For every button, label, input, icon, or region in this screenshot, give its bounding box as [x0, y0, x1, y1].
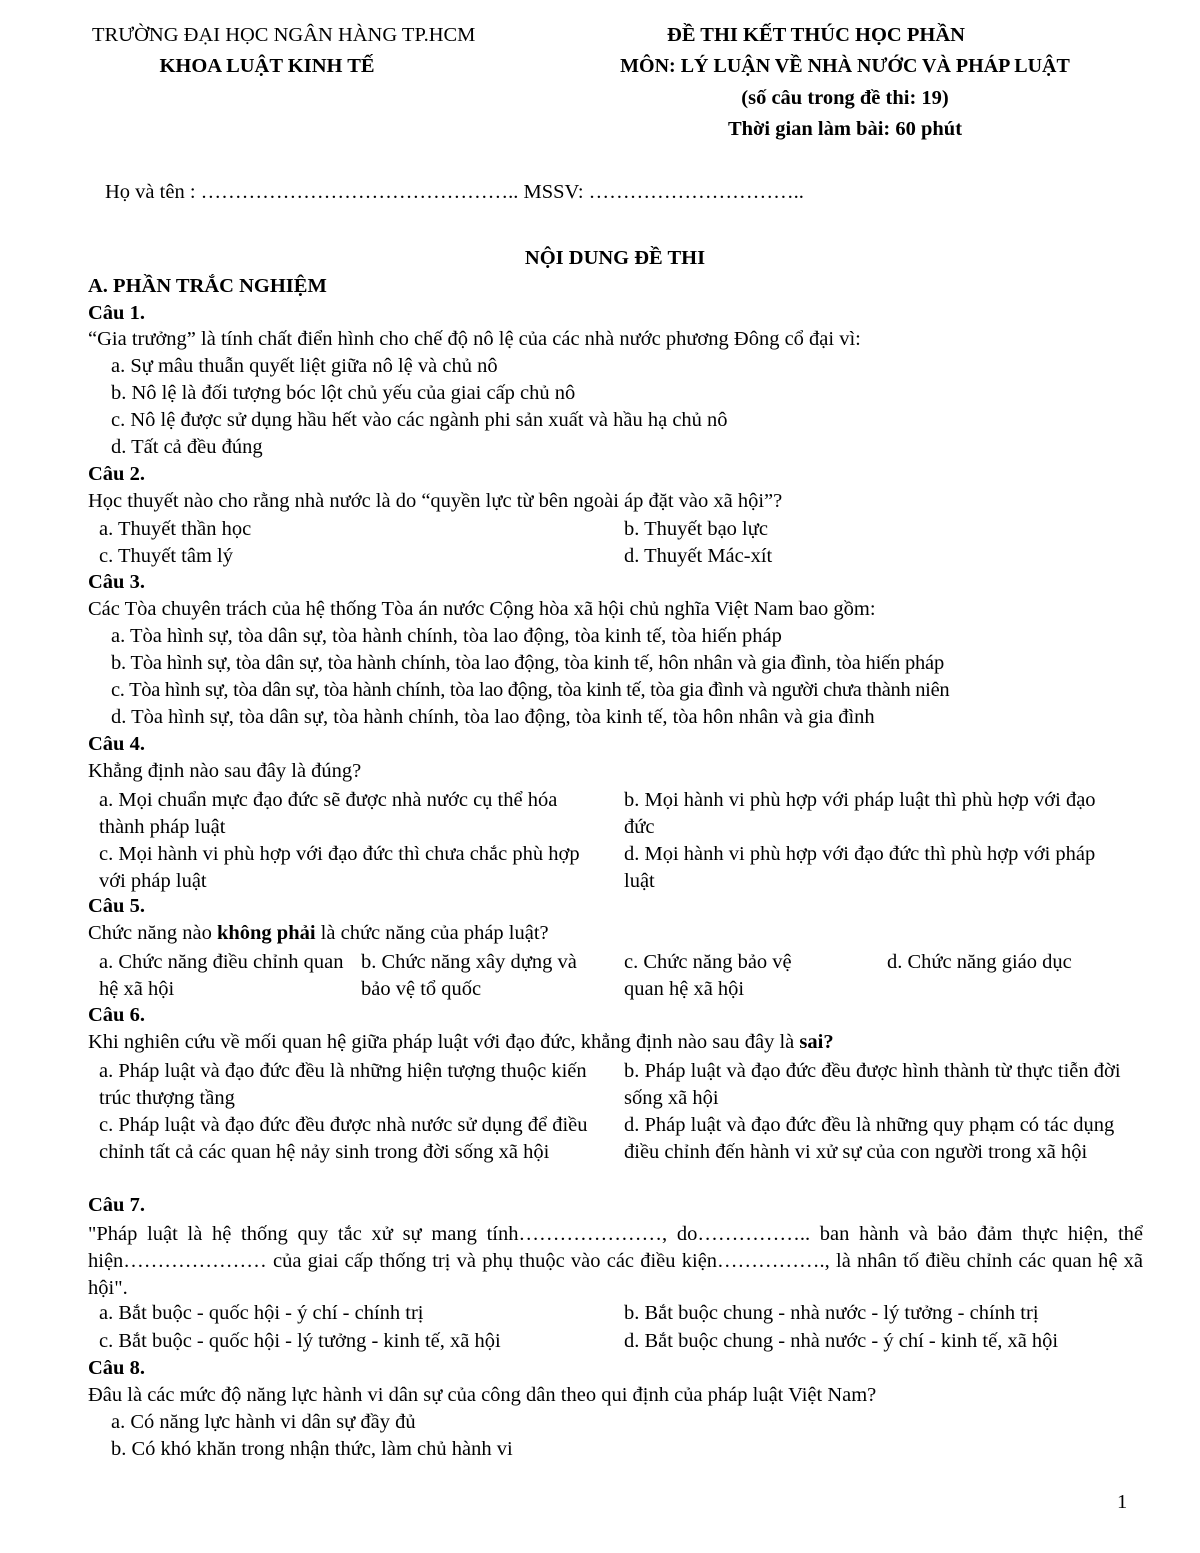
content-title: NỘI DUNG ĐỀ THI [524, 247, 706, 269]
question-6-text [88, 1031, 834, 1054]
question-5-label: Câu 5. [88, 895, 145, 917]
question-8-text: Đâu là các mức độ năng lực hành vi dân sự của công dân theo qui định của pháp luật Việt Nam? [88, 1384, 877, 1406]
question-5-option-a: a. Chức năng điều chỉnh quan hệ xã hội [99, 951, 344, 1000]
question-2-label: Câu 2. [88, 463, 145, 485]
question-7-label: Câu 7. [88, 1194, 145, 1216]
question-6-text-bold: sai? [799, 1031, 834, 1053]
question-1-option-d: d. Tất cả đều đúng [111, 436, 263, 458]
question-3-option-c: c. Tòa hình sự, tòa dân sự, tòa hành chính, tòa lao động, tòa kinh tế, tòa gia đình và người chưa thành niên [111, 679, 950, 701]
question-1-label: Câu 1. [88, 302, 145, 324]
school-name: TRƯỜNG ĐẠI HỌC NGÂN HÀNG TP.HCM [92, 24, 476, 46]
question-7-option-d: d. Bắt buộc chung - nhà nước - ý chí - kinh tế, xã hội [624, 1330, 1059, 1352]
faculty-name: KHOA LUẬT KINH TẾ [159, 55, 375, 77]
question-7-option-b: b. Bắt buộc chung - nhà nước - lý tưởng - chính trị [624, 1302, 1039, 1324]
question-6-label: Câu 6. [88, 1004, 145, 1026]
question-1-text: “Gia trưởng” là tính chất điển hình cho chế độ nô lệ của các nhà nước phương Đông cổ đại vì: [88, 328, 861, 350]
question-6-text-before: Khi nghiên cứu về mối quan hệ giữa pháp luật với đạo đức, khẳng định nào sau đây là [88, 1031, 800, 1053]
question-7-option-c: c. Bắt buộc - quốc hội - lý tưởng - kinh tế, xã hội [99, 1330, 501, 1352]
question-1-option-b: b. Nô lệ là đối tượng bóc lột chủ yếu của giai cấp chủ nô [111, 382, 576, 404]
question-4-option-a: a. Mọi chuẩn mực đạo đức sẽ được nhà nước cụ thể hóa thành pháp luật [99, 789, 558, 838]
exam-duration: Thời gian làm bài: 60 phút [727, 118, 963, 140]
question-5-text-after: là chức năng của pháp luật? [315, 922, 549, 944]
question-5-option-c: c. Chức năng bảo vệ quan hệ xã hội [624, 951, 792, 1000]
question-3-label: Câu 3. [88, 571, 145, 593]
question-5-text [88, 922, 549, 945]
question-3-option-a: a. Tòa hình sự, tòa dân sự, tòa hành chính, tòa lao động, tòa kinh tế, tòa hiến pháp [111, 625, 782, 647]
question-4-option-d: d. Mọi hành vi phù hợp với đạo đức thì phù hợp với pháp luật [624, 843, 1096, 892]
question-3-text: Các Tòa chuyên trách của hệ thống Tòa án nước Cộng hòa xã hội chủ nghĩa Việt Nam bao gồm: [88, 598, 876, 620]
question-6-option-d: d. Pháp luật và đạo đức đều là những quy phạm có tác dụng điều chỉnh đến hành vi xử sự của con người trong xã hội [624, 1114, 1115, 1163]
question-8-option-a: a. Có năng lực hành vi dân sự đầy đủ [111, 1411, 416, 1433]
student-name-line: Họ và tên : ……………………………………….. MSSV: ………………………….. [105, 181, 804, 203]
question-8-label: Câu 8. [88, 1357, 145, 1379]
question-8-option-b: b. Có khó khăn trong nhận thức, làm chủ hành vi [111, 1438, 513, 1460]
question-3-option-d: d. Tòa hình sự, tòa dân sự, tòa hành chính, tòa lao động, tòa kinh tế, tòa hôn nhân và gia đình [111, 706, 875, 728]
question-5-option-d: d. Chức năng giáo dục [887, 951, 1072, 973]
question-7-text: "Pháp luật là hệ thống quy tắc xử sự mang tính…………………, do…………….. ban hành và bảo đảm thực hiện, thể hiện………………… của giai cấp thống trị và phụ thuộc vào các điều kiện……………., là nhân tố điều chỉnh các quan hệ xã hội". [88, 1223, 1143, 1299]
page-number: 1 [1117, 1491, 1128, 1513]
exam-title: ĐỀ THI KẾT THÚC HỌC PHẦN [667, 24, 965, 46]
subject-title: MÔN: LÝ LUẬN VỀ NHÀ NƯỚC VÀ PHÁP LUẬT [620, 55, 1070, 77]
section-a-title: A. PHẦN TRẮC NGHIỆM [88, 275, 327, 297]
question-5-text-bold: không phải [216, 922, 316, 944]
question-3-option-b: b. Tòa hình sự, tòa dân sự, tòa hành chính, tòa lao động, tòa kinh tế, hôn nhân và gia đình, tòa hiến pháp [111, 652, 945, 674]
question-4-text: Khẳng định nào sau đây là đúng? [88, 760, 362, 782]
question-2-option-c: c. Thuyết tâm lý [99, 545, 233, 567]
question-6-option-c: c. Pháp luật và đạo đức đều được nhà nước sử dụng để điều chỉnh tất cả các quan hệ nảy sinh trong đời sống xã hội [99, 1114, 588, 1163]
question-7-option-a: a. Bắt buộc - quốc hội - ý chí - chính trị [99, 1302, 424, 1324]
question-2-text: Học thuyết nào cho rằng nhà nước là do “quyền lực từ bên ngoài áp đặt vào xã hội”? [88, 490, 783, 512]
question-4-label: Câu 4. [88, 733, 145, 755]
question-5-option-b: b. Chức năng xây dựng và bảo vệ tổ quốc [361, 951, 577, 1000]
question-1-option-c: c. Nô lệ được sử dụng hầu hết vào các ngành phi sản xuất và hầu hạ chủ nô [111, 409, 728, 431]
question-4-option-c: c. Mọi hành vi phù hợp với đạo đức thì chưa chắc phù hợp với pháp luật [99, 843, 580, 892]
question-5-text-before: Chức năng nào [88, 922, 217, 944]
question-count: (số câu trong đề thi: 19) [741, 87, 949, 109]
question-4-option-b: b. Mọi hành vi phù hợp với pháp luật thì phù hợp với đạo đức [624, 789, 1096, 838]
question-2-option-d: d. Thuyết Mác-xít [624, 545, 773, 567]
question-6-option-b: b. Pháp luật và đạo đức đều được hình thành từ thực tiễn đời sống xã hội [624, 1060, 1121, 1109]
question-2-option-a: a. Thuyết thần học [99, 518, 252, 540]
question-6-option-a: a. Pháp luật và đạo đức đều là những hiện tượng thuộc kiến trúc thượng tầng [99, 1060, 587, 1109]
question-1-option-a: a. Sự mâu thuẫn quyết liệt giữa nô lệ và chủ nô [111, 355, 498, 377]
question-2-option-b: b. Thuyết bạo lực [624, 518, 768, 540]
